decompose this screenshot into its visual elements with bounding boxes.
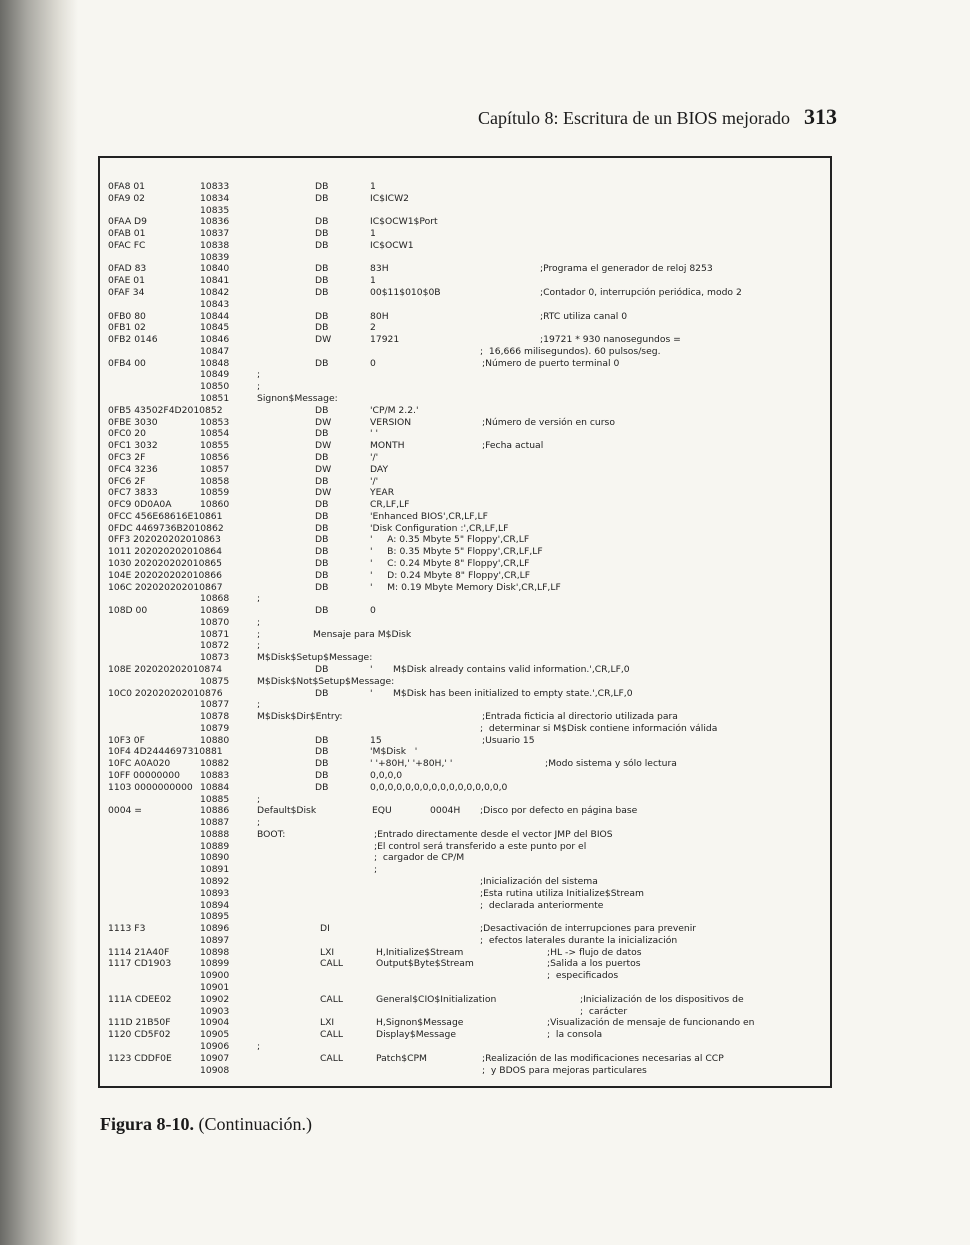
listing-operand: 'CP/M 2.2.' <box>370 405 419 416</box>
listing-line-number: 10844 <box>200 311 230 322</box>
listing-label: ; <box>257 1041 261 1052</box>
listing-line-number: 10891 <box>200 864 230 875</box>
listing-address: 10FF 00000000 <box>108 770 180 781</box>
listing-comment: ; 16,666 milisegundos). 60 pulsos/seg. <box>480 346 661 357</box>
listing-label: ; <box>257 817 261 828</box>
listing-address: 1011 202020202010864 <box>108 546 222 557</box>
listing-label: ; <box>257 794 261 805</box>
listing-line-number: 10848 <box>200 358 230 369</box>
listing-line-number: 10875 <box>200 676 230 687</box>
listing-address: 1030 202020202010865 <box>108 558 222 569</box>
listing-comment: ;Esta rutina utiliza Initialize$Stream <box>480 888 644 899</box>
listing-line-number: 10841 <box>200 275 230 286</box>
listing-address: 0FA8 01 <box>108 181 146 192</box>
listing-line-number: 10837 <box>200 228 230 239</box>
listing-line-number: 10893 <box>200 888 230 899</box>
listing-operand: 'M$Disk ' <box>370 746 418 757</box>
listing-opcode: DB <box>315 240 329 251</box>
listing-operand: VERSION <box>370 417 412 428</box>
listing-operand: ' A: 0.35 Mbyte 5" Floppy',CR,LF <box>370 534 530 545</box>
listing-operand: IC$ICW2 <box>370 193 410 204</box>
listing-address: 10C0 202020202010876 <box>108 688 223 699</box>
listing-comment: ;HL -> flujo de datos <box>547 947 642 958</box>
listing-comment: ; efectos laterales durante la inicialización <box>480 935 678 946</box>
listing-operand: ' C: 0.24 Mbyte 8" Floppy',CR,LF <box>370 558 530 569</box>
listing-operand: 0 <box>370 358 376 369</box>
listing-opcode: DB <box>315 570 329 581</box>
listing-line-number: 10896 <box>200 923 230 934</box>
listing-opcode: EQU <box>372 805 392 816</box>
listing-address: 0FB1 02 <box>108 322 146 333</box>
listing-opcode: DB <box>315 758 329 769</box>
listing-label: ; <box>257 381 261 392</box>
listing-operand: 'Disk Configuration :',CR,LF,LF <box>370 523 509 534</box>
listing-comment: ;RTC utiliza canal 0 <box>540 311 628 322</box>
listing-operand: ' M$Disk already contains valid information.',CR,LF,0 <box>370 664 630 675</box>
listing-line-number: 10857 <box>200 464 230 475</box>
listing-line-number: 10849 <box>200 369 230 380</box>
listing-line-number: 10855 <box>200 440 230 451</box>
listing-line-number: 10884 <box>200 782 230 793</box>
listing-line-number: 10836 <box>200 216 230 227</box>
listing-line-number: 10888 <box>200 829 230 840</box>
listing-operand: 17921 <box>370 334 400 345</box>
listing-comment: ; la consola <box>547 1029 603 1040</box>
listing-opcode: DW <box>315 440 332 451</box>
listing-opcode: DB <box>315 287 329 298</box>
listing-opcode: DI <box>320 923 330 934</box>
listing-opcode: LXI <box>320 947 335 958</box>
listing-line-number: 10895 <box>200 911 230 922</box>
listing-operand: '/' <box>370 452 379 463</box>
listing-line-number: 10846 <box>200 334 230 345</box>
listing-address: 111D 21B50F <box>108 1017 171 1028</box>
listing-line-number: 10871 <box>200 629 230 640</box>
listing-comment: ;Inicialización de los dispositivos de <box>580 994 744 1005</box>
listing-address: 0FB0 80 <box>108 311 146 322</box>
listing-opcode: CALL <box>320 994 343 1005</box>
listing-operand: IC$OCW1 <box>370 240 414 251</box>
listing-line-number: 10878 <box>200 711 230 722</box>
listing-line-number: 10877 <box>200 699 230 710</box>
listing-opcode: DB <box>315 228 329 239</box>
listing-opcode: DB <box>315 181 329 192</box>
listing-opcode: DB <box>315 534 329 545</box>
listing-operand: 1 <box>370 228 376 239</box>
listing-address: 0FAF 34 <box>108 287 145 298</box>
listing-comment: ; y BDOS para mejoras particulares <box>482 1065 647 1076</box>
listing-opcode: DB <box>315 735 329 746</box>
listing-opcode: DB <box>315 688 329 699</box>
listing-comment: ;Número de puerto terminal 0 <box>482 358 620 369</box>
listing-label: M$Disk$Dir$Entry: <box>257 711 343 722</box>
listing-opcode: DB <box>315 263 329 274</box>
listing-label: ; <box>257 369 261 380</box>
listing-address: 1103 0000000000 <box>108 782 193 793</box>
listing-operand: DAY <box>370 464 389 475</box>
listing-operand: CR,LF,LF <box>370 499 410 510</box>
listing-operand: MONTH <box>370 440 405 451</box>
listing-address: 0004 = <box>108 805 143 816</box>
listing-line-number: 10900 <box>200 970 230 981</box>
listing-address: 0FCC 456E68616E10861 <box>108 511 223 522</box>
listing-line-number: 10868 <box>200 593 230 604</box>
listing-address: 10F4 4D2444697310881 <box>108 746 223 757</box>
listing-line-number: 10840 <box>200 263 230 274</box>
listing-comment: ;Programa el generador de reloj 8253 <box>540 263 713 274</box>
listing-address: 0FAC FC <box>108 240 146 251</box>
listing-label: ; <box>257 640 261 651</box>
listing-line-number: 10835 <box>200 205 230 216</box>
listing-address: 1114 21A40F <box>108 947 170 958</box>
listing-address: 0FC6 2F <box>108 476 146 487</box>
listing-operand: 0 <box>370 605 376 616</box>
listing-operand: 1 <box>370 275 376 286</box>
listing-comment: ;Fecha actual <box>482 440 544 451</box>
listing-opcode: DB <box>315 558 329 569</box>
listing-opcode: DB <box>315 746 329 757</box>
listing-address: 1123 CDDF0E <box>108 1053 172 1064</box>
listing-comment: ;Entrada ficticia al directorio utilizada para <box>482 711 678 722</box>
listing-line-number: 10853 <box>200 417 230 428</box>
listing-line-number: 10869 <box>200 605 230 616</box>
listing-comment: ;Realización de las modificaciones necesarias al CCP <box>482 1053 724 1064</box>
listing-line-number: 10882 <box>200 758 230 769</box>
listing-address: 0FC7 3833 <box>108 487 158 498</box>
listing-comment: ;El control será transferido a este punto por el <box>374 841 587 852</box>
listing-line-number: 10879 <box>200 723 230 734</box>
listing-opcode: DB <box>315 605 329 616</box>
listing-line-number: 10842 <box>200 287 230 298</box>
listing-operand: ' M: 0.19 Mbyte Memory Disk',CR,LF,LF <box>370 582 561 593</box>
listing-line-number: 10870 <box>200 617 230 628</box>
listing-opcode: CALL <box>320 1053 343 1064</box>
listing-operand: ' '+80H,' '+80H,' ' <box>370 758 453 769</box>
listing-opcode: Mensaje para M$Disk <box>313 629 412 640</box>
listing-operand: YEAR <box>370 487 395 498</box>
listing-line-number: 10906 <box>200 1041 230 1052</box>
listing-opcode: DW <box>315 334 332 345</box>
listing-opcode: DB <box>315 664 329 675</box>
listing-line-number: 10860 <box>200 499 230 510</box>
listing-line-number: 10904 <box>200 1017 230 1028</box>
listing-address: 0FAE 01 <box>108 275 145 286</box>
listing-address: 0FB2 0146 <box>108 334 158 345</box>
listing-address: 10FC A0A020 <box>108 758 171 769</box>
listing-line-number: 10850 <box>200 381 230 392</box>
listing-opcode: CALL <box>320 1029 343 1040</box>
listing-opcode: DB <box>315 216 329 227</box>
page-binding-shadow <box>0 0 78 1245</box>
listing-operand: '/' <box>370 476 379 487</box>
listing-opcode: DB <box>315 511 329 522</box>
listing-opcode: DW <box>315 487 332 498</box>
listing-comment: ;Modo sistema y sólo lectura <box>545 758 677 769</box>
listing-operand: H,Signon$Message <box>376 1017 464 1028</box>
listing-operand: Patch$CPM <box>376 1053 427 1064</box>
listing-line-number: 10843 <box>200 299 230 310</box>
listing-line-number: 10887 <box>200 817 230 828</box>
listing-line-number: 10873 <box>200 652 230 663</box>
listing-address: 0FBE 3030 <box>108 417 158 428</box>
listing-comment: ;Desactivación de interrupciones para prevenir <box>480 923 697 934</box>
listing-opcode: DB <box>315 405 329 416</box>
listing-comment: ; cargador de CP/M <box>374 852 465 863</box>
listing-opcode: DB <box>315 428 329 439</box>
listing-operand: 83H <box>370 263 389 274</box>
listing-line-number: 10854 <box>200 428 230 439</box>
listing-operand: 'Enhanced BIOS',CR,LF,LF <box>370 511 488 522</box>
listing-opcode: DB <box>315 770 329 781</box>
listing-comment: ;Entrado directamente desde el vector JMP del BIOS <box>374 829 613 840</box>
listing-address: 0FB5 43502F4D2010852 <box>108 405 223 416</box>
listing-line-number: 10902 <box>200 994 230 1005</box>
listing-line-number: 10892 <box>200 876 230 887</box>
listing-label: ; <box>257 617 261 628</box>
listing-operand: Output$Byte$Stream <box>376 958 474 969</box>
listing-operand: ' B: 0.35 Mbyte 5" Floppy',CR,LF,LF <box>370 546 543 557</box>
listing-line-number: 10872 <box>200 640 230 651</box>
listing-line-number: 10859 <box>200 487 230 498</box>
listing-operand: ' ' <box>370 428 378 439</box>
listing-operand: Display$Message <box>376 1029 456 1040</box>
listing-line-number: 10885 <box>200 794 230 805</box>
listing-address: 0FC9 0D0A0A <box>108 499 172 510</box>
listing-comment: ;Salida a los puertos <box>547 958 641 969</box>
listing-address: 106C 202020202010867 <box>108 582 223 593</box>
listing-label: M$Disk$Setup$Message: <box>257 652 373 663</box>
listing-line-number: 10845 <box>200 322 230 333</box>
listing-address: 0FAB 01 <box>108 228 146 239</box>
listing-operand: ' D: 0.24 Mbyte 8" Floppy',CR,LF <box>370 570 531 581</box>
listing-operand: General$CIO$Initialization <box>376 994 497 1005</box>
listing-opcode: DB <box>315 193 329 204</box>
figure-label: Figura 8-10. <box>100 1114 194 1134</box>
listing-opcode: CALL <box>320 958 343 969</box>
listing-opcode: DB <box>315 358 329 369</box>
listing-comment: ;Visualización de mensaje de funcionando en <box>547 1017 755 1028</box>
listing-line-number: 10889 <box>200 841 230 852</box>
listing-line-number: 10838 <box>200 240 230 251</box>
listing-line-number: 10903 <box>200 1006 230 1017</box>
listing-line-number: 10890 <box>200 852 230 863</box>
listing-line-number: 10899 <box>200 958 230 969</box>
listing-address: 111A CDEE02 <box>108 994 172 1005</box>
listing-operand: IC$OCW1$Port <box>370 216 438 227</box>
listing-opcode: LXI <box>320 1017 335 1028</box>
listing-line-number: 10858 <box>200 476 230 487</box>
listing-opcode: DB <box>315 523 329 534</box>
figure-caption <box>100 1114 312 1135</box>
listing-comment: ;Contador 0, interrupción periódica, modo 2 <box>540 287 742 298</box>
listing-comment: ;Número de versión en curso <box>482 417 615 428</box>
listing-operand: 1 <box>370 181 376 192</box>
chapter-title: Capítulo 8: Escritura de un BIOS mejorado <box>478 108 790 128</box>
listing-line-number: 10894 <box>200 900 230 911</box>
listing-address: 0FA9 02 <box>108 193 146 204</box>
listing-line-number: 10901 <box>200 982 230 993</box>
listing-label: BOOT: <box>257 829 286 840</box>
listing-address: 0FC4 3236 <box>108 464 158 475</box>
page-number: 313 <box>804 104 837 129</box>
listing-operand: 00$11$010$0B <box>370 287 441 298</box>
listing-comment: ;Disco por defecto en página base <box>480 805 638 816</box>
listing-opcode: DB <box>315 322 329 333</box>
listing-line-number: 10834 <box>200 193 230 204</box>
listing-address: 0FAD 83 <box>108 263 147 274</box>
listing-opcode: DB <box>315 311 329 322</box>
listing-opcode: DB <box>315 275 329 286</box>
listing-comment: ;Usuario 15 <box>482 735 535 746</box>
listing-comment: ; determinar si M$Disk contiene información válida <box>480 723 718 734</box>
listing-address: 108E 202020202010874 <box>108 664 222 675</box>
listing-operand: 80H <box>370 311 389 322</box>
listing-label: ; <box>257 629 261 640</box>
listing-address: 0FB4 00 <box>108 358 146 369</box>
listing-line-number: 10886 <box>200 805 230 816</box>
listing-address: 10F3 0F <box>108 735 145 746</box>
listing-address: 1117 CD1903 <box>108 958 172 969</box>
listing-line-number: 10847 <box>200 346 230 357</box>
listing-line-number: 10905 <box>200 1029 230 1040</box>
listing-line-number: 10898 <box>200 947 230 958</box>
listing-comment: ;19721 * 930 nanosegundos = <box>540 334 681 345</box>
listing-opcode: DB <box>315 452 329 463</box>
listing-label: Signon$Message: <box>257 393 338 404</box>
listing-comment: ;Inicialización del sistema <box>480 876 598 887</box>
listing-line-number: 10908 <box>200 1065 230 1076</box>
listing-opcode: DB <box>315 476 329 487</box>
listing-address: 0FC3 2F <box>108 452 146 463</box>
figure-caption-text: (Continuación.) <box>198 1114 312 1134</box>
listing-line-number: 10839 <box>200 252 230 263</box>
listing-address: 0FC0 20 <box>108 428 147 439</box>
listing-operand: 0,0,0,0,0,0,0,0,0,0,0,0,0,0,0,0 <box>370 782 508 793</box>
listing-line-number: 10897 <box>200 935 230 946</box>
listing-address: 1113 F3 <box>108 923 146 934</box>
listing-address: 0FC1 3032 <box>108 440 158 451</box>
listing-opcode: DW <box>315 417 332 428</box>
listing-address: 108D 00 <box>108 605 148 616</box>
listing-opcode: DB <box>315 782 329 793</box>
listing-line-number: 10883 <box>200 770 230 781</box>
listing-comment: ; carácter <box>580 1006 628 1017</box>
listing-line-number: 10833 <box>200 181 230 192</box>
listing-address: 104E 202020202010866 <box>108 570 222 581</box>
listing-operand: 0004H <box>430 805 461 816</box>
listing-comment: ; especificados <box>547 970 619 981</box>
listing-comment: ; <box>374 864 378 875</box>
listing-label: ; <box>257 593 261 604</box>
listing-address: 0FF3 202020202010863 <box>108 534 221 545</box>
listing-line-number: 10851 <box>200 393 230 404</box>
listing-address: 1120 CD5F02 <box>108 1029 171 1040</box>
listing-line-number: 10880 <box>200 735 230 746</box>
listing-operand: 15 <box>370 735 382 746</box>
listing-comment: ; declarada anteriormente <box>480 900 604 911</box>
listing-operand: H,Initialize$Stream <box>376 947 464 958</box>
listing-opcode: DW <box>315 464 332 475</box>
listing-line-number: 10907 <box>200 1053 230 1064</box>
listing-operand: 2 <box>370 322 376 333</box>
listing-label: M$Disk$Not$Setup$Message: <box>257 676 395 687</box>
listing-label: Default$Disk <box>257 805 317 816</box>
listing-address: 0FDC 4469736B2010862 <box>108 523 224 534</box>
listing-label: ; <box>257 699 261 710</box>
listing-opcode: DB <box>315 546 329 557</box>
listing-opcode: DB <box>315 499 329 510</box>
listing-operand: ' M$Disk has been initialized to empty state.',CR,LF,0 <box>370 688 633 699</box>
listing-address: 0FAA D9 <box>108 216 147 227</box>
listing-operand: 0,0,0,0 <box>370 770 403 781</box>
listing-line-number: 10856 <box>200 452 230 463</box>
listing-opcode: DB <box>315 582 329 593</box>
